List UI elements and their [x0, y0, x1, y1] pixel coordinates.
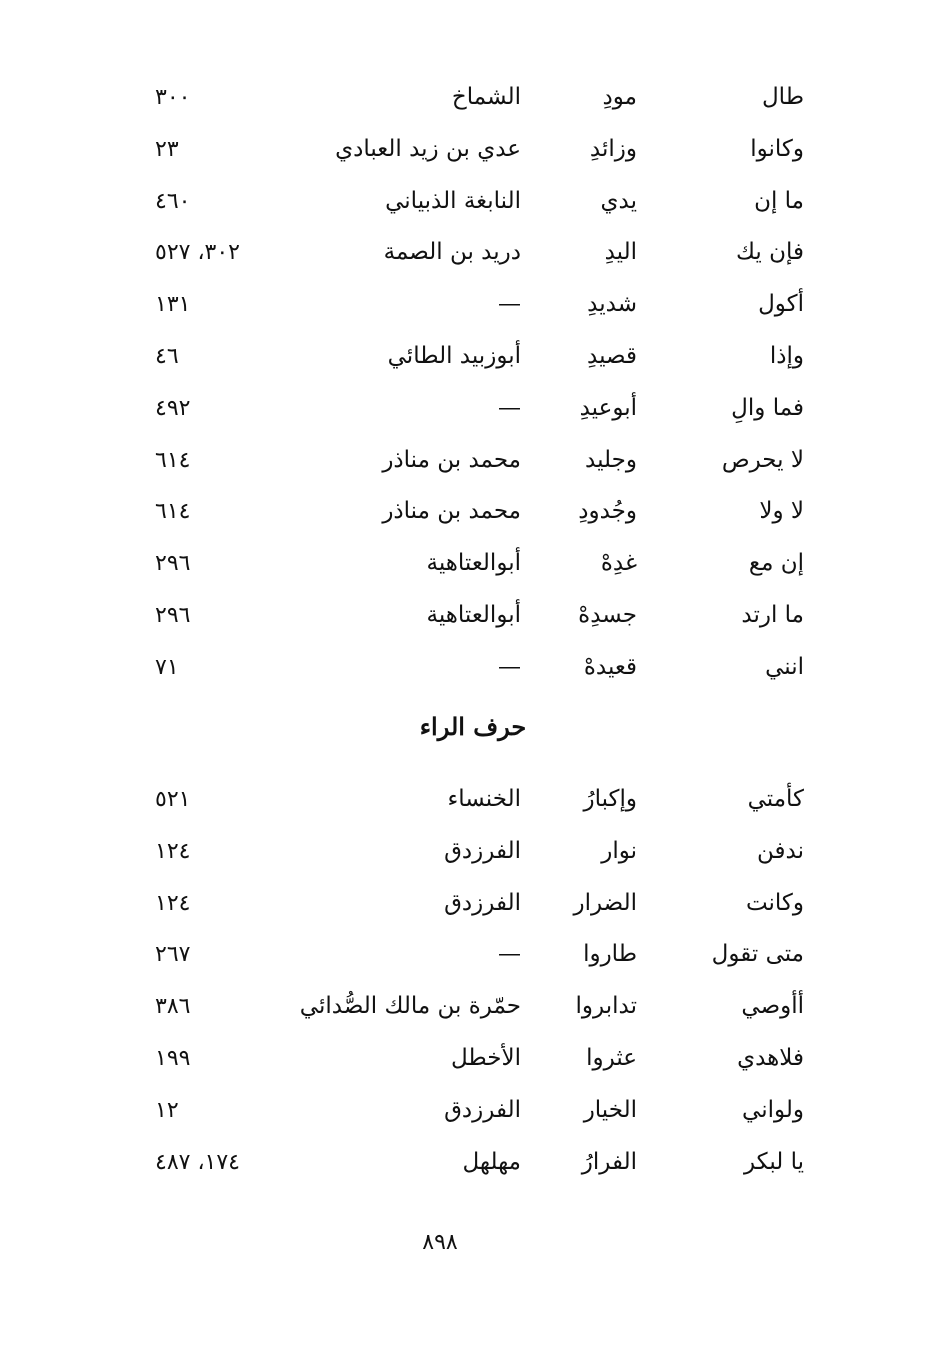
- page-references: ٤٩٢: [155, 395, 191, 421]
- poet-name: —: [498, 394, 521, 421]
- table-row: [0, 878, 946, 930]
- verse-opening: وإذا: [769, 342, 804, 369]
- verse-opening: لا يحرص: [721, 446, 804, 473]
- verse-opening: يا لبكر: [743, 1148, 804, 1175]
- page-references: ٦١٤: [155, 447, 191, 473]
- page-references: ٣٠٢، ٥٢٧: [155, 240, 240, 266]
- page-references: ١٢: [155, 1097, 179, 1123]
- rhyme-word: وإكبارُ: [583, 786, 637, 812]
- table-row: [0, 981, 946, 1033]
- verse-opening: فإن يك: [736, 239, 804, 266]
- poet-name: الخنساء: [447, 786, 521, 812]
- table-row: [0, 590, 946, 642]
- page-references: ١٣١: [155, 292, 191, 318]
- rhyme-word: يدي: [600, 187, 637, 214]
- poet-name: —: [498, 653, 521, 680]
- poet-name: الفرزدق: [444, 1096, 521, 1123]
- table-row: [0, 227, 946, 279]
- rhyme-word: اليدِ: [604, 239, 637, 266]
- table-row: [0, 538, 946, 590]
- table-row: [0, 826, 946, 878]
- page-references: ١٧٤، ٤٨٧: [155, 1149, 240, 1175]
- poet-name: أبوالعتاهية: [426, 601, 521, 628]
- poet-name: دريد بن الصمة: [383, 239, 521, 266]
- page-references: ٦١٤: [155, 499, 191, 525]
- rhyme-word: أبوعيدِ: [579, 394, 637, 421]
- rhyme-word: وجُدودِ: [578, 498, 637, 525]
- rhyme-word: الضرار: [573, 889, 637, 916]
- page-references: ٤٦٠: [155, 188, 191, 214]
- verse-opening: أأوصي: [741, 993, 804, 1020]
- page-references: ١٢٤: [155, 890, 191, 916]
- table-row: [0, 279, 946, 331]
- table-row: [0, 774, 946, 826]
- section-heading: حرف الراء: [419, 712, 527, 741]
- verse-opening: ما إن: [754, 187, 804, 214]
- rhyme-word: وجليد: [585, 446, 637, 473]
- table-row: [0, 176, 946, 228]
- table-row: [0, 642, 946, 694]
- poet-name: أبوزبيد الطائي: [387, 342, 521, 369]
- verse-opening: لا ولا: [759, 498, 804, 525]
- page-references: ٤٦: [155, 343, 179, 369]
- page-references: ١٢٤: [155, 838, 191, 864]
- rhyme-word: طاروا: [583, 941, 637, 968]
- poet-name: عدي بن زيد العبادي: [335, 135, 521, 162]
- poet-name: حمّرة بن مالك الصُّدائي: [299, 993, 521, 1020]
- rhyme-word: شديدِ: [587, 291, 637, 318]
- verse-opening: وكانت: [745, 889, 804, 916]
- rhyme-word: قصيدِ: [587, 342, 637, 369]
- table-row: [0, 929, 946, 981]
- poet-name: محمد بن مناذر: [382, 446, 521, 473]
- rhyme-word: غدِهْ: [600, 550, 637, 577]
- rhyme-index-dal-section: [0, 72, 946, 694]
- page-references: ٢٣: [155, 136, 179, 162]
- verse-opening: فما والِ: [731, 394, 804, 421]
- verse-opening: طال: [761, 84, 804, 110]
- table-row: [0, 124, 946, 176]
- page-references: ٢٩٦: [155, 602, 191, 628]
- poet-name: مهلهل: [462, 1148, 521, 1175]
- verse-opening: انني: [765, 653, 804, 680]
- page-references: ١٩٩: [155, 1045, 191, 1071]
- page-references: ٣٠٠: [155, 85, 191, 110]
- rhyme-word: وزائدِ: [589, 135, 637, 162]
- table-row: [0, 1137, 946, 1189]
- poet-name: الفرزدق: [444, 837, 521, 864]
- page-number: ٨٩٨: [422, 1230, 458, 1255]
- rhyme-word: جسدِهْ: [578, 601, 637, 628]
- verse-opening: ما ارتد: [741, 601, 804, 628]
- verse-opening: إن مع: [748, 550, 804, 577]
- poet-name: محمد بن مناذر: [382, 498, 521, 525]
- page-references: ٧١: [155, 654, 179, 680]
- poet-name: —: [498, 291, 521, 318]
- rhyme-word: تدابروا: [575, 993, 637, 1020]
- poet-name: الشماخ: [451, 84, 521, 110]
- poet-name: الفرزدق: [444, 889, 521, 916]
- poet-name: النابغة الذبياني: [385, 187, 521, 214]
- rhyme-index-ra-section: [0, 774, 946, 1188]
- rhyme-word: نوار: [601, 837, 637, 864]
- page-references: ٥٢١: [155, 787, 191, 812]
- table-row: [0, 331, 946, 383]
- verse-opening: كأمتي: [747, 786, 804, 812]
- rhyme-word: الخيار: [583, 1096, 637, 1123]
- rhyme-word: مودِ: [602, 84, 637, 110]
- poet-name: الأخطل: [450, 1044, 521, 1071]
- rhyme-word: الفرارُ: [581, 1148, 637, 1175]
- verse-opening: أكول: [758, 291, 804, 318]
- table-row: [0, 72, 946, 124]
- table-row: [0, 1085, 946, 1137]
- table-row: [0, 486, 946, 538]
- poet-name: أبوالعتاهية: [426, 550, 521, 577]
- rhyme-word: قعيدهْ: [583, 653, 637, 680]
- verse-opening: متى تقول: [711, 941, 804, 968]
- poet-name: —: [498, 941, 521, 968]
- page-references: ٣٨٦: [155, 994, 191, 1020]
- page-references: ٢٩٦: [155, 551, 191, 577]
- table-row: [0, 383, 946, 435]
- table-row: [0, 1033, 946, 1085]
- verse-opening: وكانوا: [750, 135, 804, 162]
- verse-opening: فلاهدي: [737, 1044, 804, 1071]
- verse-opening: ولواني: [742, 1096, 804, 1123]
- table-row: [0, 435, 946, 487]
- rhyme-word: عثروا: [586, 1044, 637, 1071]
- verse-opening: ندفن: [757, 837, 804, 864]
- page-references: ٢٦٧: [155, 942, 191, 968]
